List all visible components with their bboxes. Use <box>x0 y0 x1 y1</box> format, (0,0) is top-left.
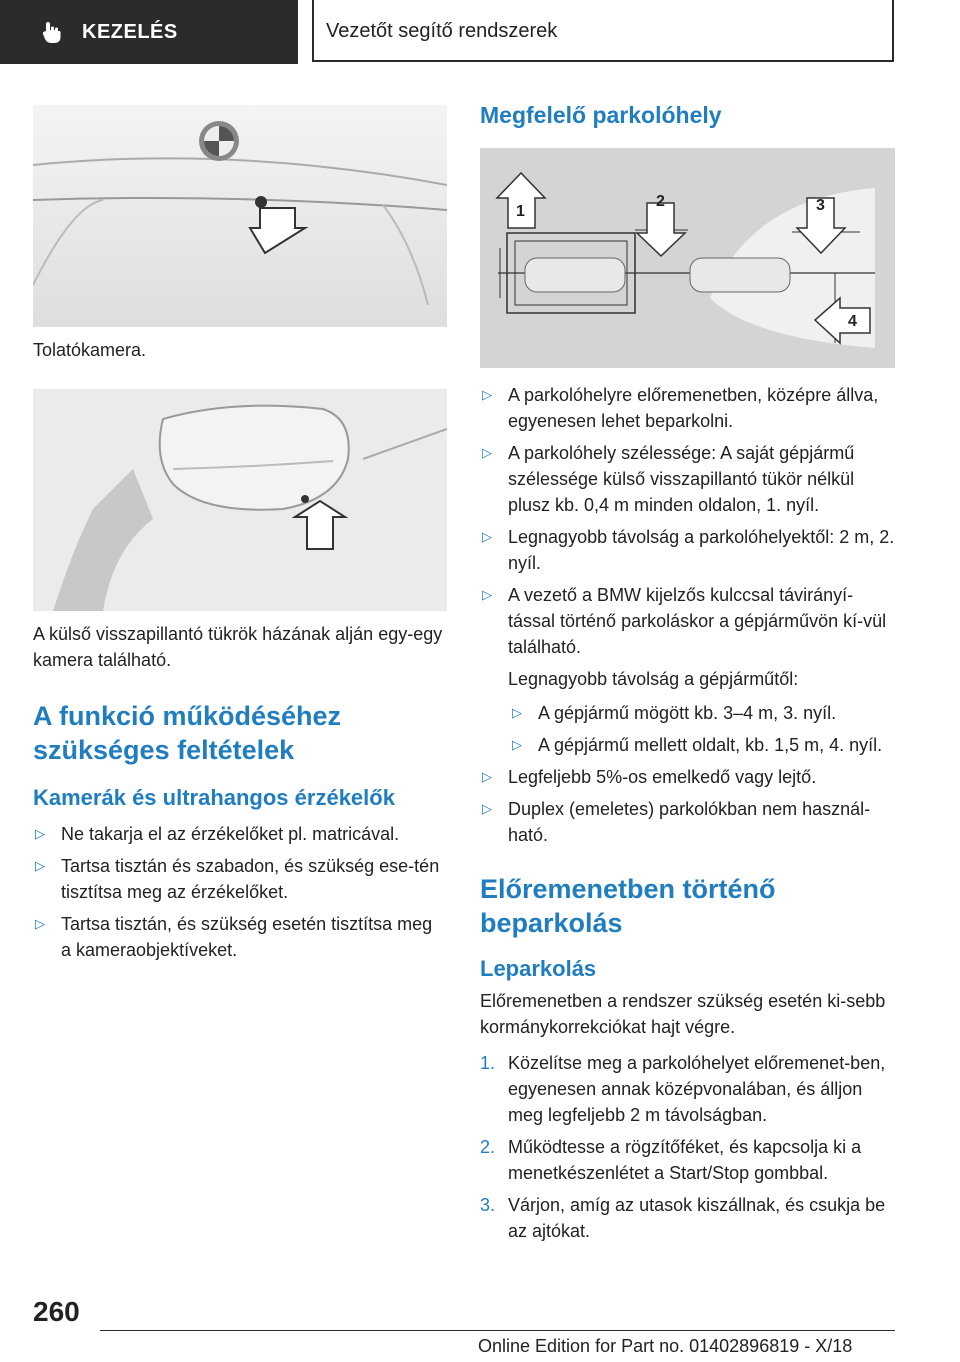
caption-rear-camera: Tolatókamera. <box>33 340 147 360</box>
list-item: ▷ Ne takarja el az érzékelőket pl. matricával. <box>33 821 447 847</box>
heading-leparkolas: Leparkolás <box>480 956 597 981</box>
mirror-camera-photo <box>33 389 447 611</box>
list-item: ▷ Tartsa tisztán, és szükség esetén tisztítsa meg a kameraobjektíveket. <box>33 911 447 963</box>
list-item: ▷ A parkolóhely szélessége: A saját gépjármű szélessége külső visszapillantó tükör nélkül plusz kb. 0,4 m minden oldalon, 1. nyíl. <box>480 440 895 518</box>
footer-divider <box>100 1330 895 1331</box>
list-item: ▷ Tartsa tisztán és szabadon, és szükség ese-tén tisztítsa meg az érzékelőket. <box>33 853 447 905</box>
diagram-label-3: 3 <box>816 197 825 214</box>
list-item: ▷ Legfeljebb 5%-os emelkedő vagy lejtő. <box>480 764 895 790</box>
caption-mirror-camera: A külső visszapillantó tükrök házának alján egy-egy kamera található. <box>33 624 443 670</box>
list-item: ▷ Legnagyobb távolság a parkolóhelyektől: 2 m, 2. nyíl. <box>480 524 895 576</box>
section-tab <box>0 0 298 64</box>
list-item: ▷ A parkolóhelyre előremenetben, középre állva, egyenesen lehet beparkolni. <box>480 382 895 434</box>
parking-space-diagram <box>480 148 895 368</box>
page-title: Vezetőt segítő rendszerek <box>326 20 558 42</box>
step-item: 2. Működtesse a rögzítőféket, és kapcsolja ki a menetkészenlétet a Start/Stop gombbal. <box>480 1137 862 1183</box>
footer-edition: Online Edition for Part no. 01402896819 - X/18 <box>478 1336 853 1356</box>
sub-list-item: ▷ A gépjármű mögött kb. 3–4 m, 3. nyíl. <box>480 700 895 726</box>
paragraph-steering: Előremenetben a rendszer szükség esetén ki-sebb kormánykorrekciókat hajt végre. <box>480 991 886 1037</box>
hand-pointer-icon <box>40 19 66 45</box>
heading-forward-parking: Előremenetben történő beparkolás <box>480 874 776 938</box>
triangle-bullet-icon: ▷ <box>482 769 492 784</box>
diagram-label-4: 4 <box>848 313 857 330</box>
sub-intro: Legnagyobb távolság a gépjárműtől: <box>508 669 799 689</box>
heading-sensors: Kamerák és ultrahangos érzékelők <box>33 785 395 810</box>
page-header <box>312 0 894 62</box>
triangle-bullet-icon: ▷ <box>512 705 522 720</box>
list-item: ▷ A vezető a BMW kijelzős kulccsal távirányí-tással történő parkoláskor a gépjárművön kí-vül található. <box>480 582 895 660</box>
triangle-bullet-icon: ▷ <box>482 587 492 602</box>
step-item: 1. Közelítse meg a parkolóhelyet előremenet-ben, egyenesen annak középvonalában, és álljon meg legfeljebb 2 m távolságban. <box>480 1053 886 1125</box>
triangle-bullet-icon: ▷ <box>482 801 492 816</box>
sub-list-item: ▷ A gépjármű mellett oldalt, kb. 1,5 m, 4. nyíl. <box>480 732 895 758</box>
triangle-bullet-icon: ▷ <box>482 445 492 460</box>
heading-parking-space: Megfelelő parkolóhely <box>480 102 722 128</box>
diagram-label-2: 2 <box>656 193 665 210</box>
diagram-label-1: 1 <box>516 203 525 220</box>
triangle-bullet-icon: ▷ <box>35 916 45 931</box>
triangle-bullet-icon: ▷ <box>35 858 45 873</box>
triangle-bullet-icon: ▷ <box>482 387 492 402</box>
step-item: 3. Várjon, amíg az utasok kiszállnak, és csukja be az ajtókat. <box>480 1195 886 1241</box>
triangle-bullet-icon: ▷ <box>512 737 522 752</box>
heading-prerequisites: A funkció működéséhez szükséges feltételek <box>33 701 342 765</box>
section-label: KEZELÉS <box>82 20 178 43</box>
triangle-bullet-icon: ▷ <box>482 529 492 544</box>
page-number: 260 <box>33 1296 80 1327</box>
triangle-bullet-icon: ▷ <box>35 826 45 841</box>
list-item: ▷ Duplex (emeletes) parkolókban nem használ-ható. <box>480 796 895 848</box>
rear-camera-photo <box>33 105 447 327</box>
